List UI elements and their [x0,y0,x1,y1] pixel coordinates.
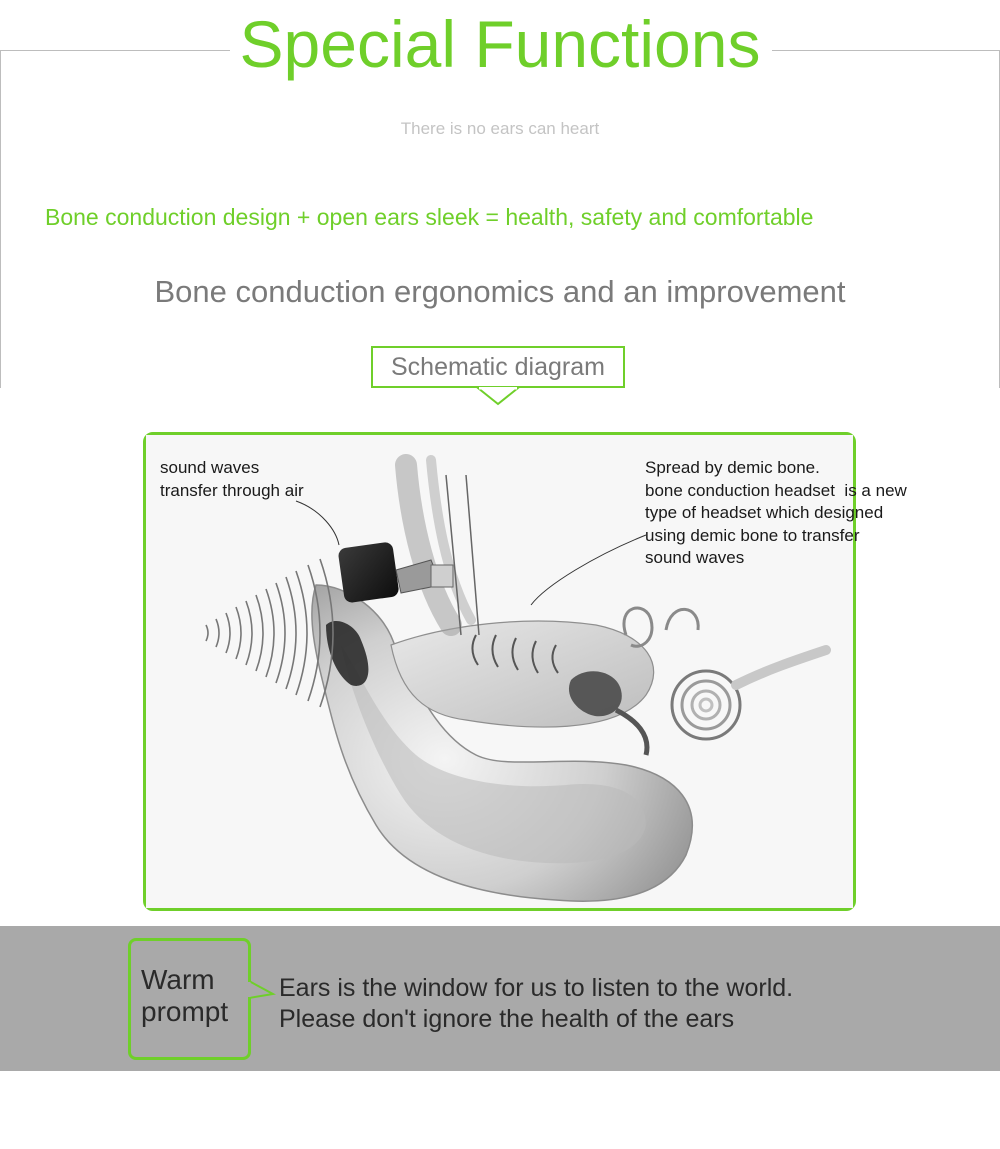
section-heading: Bone conduction ergonomics and an improvement [154,274,846,309]
air-conduction-label [160,457,304,502]
page-subtitle: There is no ears can heart [400,119,600,138]
bone-conduction-label-line: using demic bone to transfer [645,525,860,545]
warm-prompt-pointer-icon [248,980,276,1000]
tagline: Bone conduction design + open ears sleek = health, safety and comfortable [45,204,814,230]
page-title: Special Functions [239,7,761,81]
bone-conduction-label-line: type of headset which designed [645,503,884,522]
bone-conduction-label-line: sound waves [645,548,745,567]
air-conduction-label-line: transfer through air [160,480,304,500]
air-conduction-label-line: sound waves [160,458,260,477]
bone-conduction-label-line: Spread by demic bone. [645,458,820,477]
warm-prompt-message-line: Ears is the window for us to listen to the world. [279,974,794,1002]
warm-prompt-message-line: Please don't ignore the health of the ears [279,1005,735,1033]
bone-conduction-label-line: bone conduction headset is a new [645,480,907,500]
header-frame-left [0,50,1,388]
schematic-diagram-label: Schematic diagram [371,346,625,388]
warm-prompt-label-line: Warm [141,964,215,995]
warm-prompt-message [279,973,793,1035]
bone-conduction-label [645,457,907,570]
warm-prompt-label-line: prompt [141,996,229,1027]
warm-prompt-label [141,964,228,1028]
schematic-pointer-icon [476,387,520,407]
